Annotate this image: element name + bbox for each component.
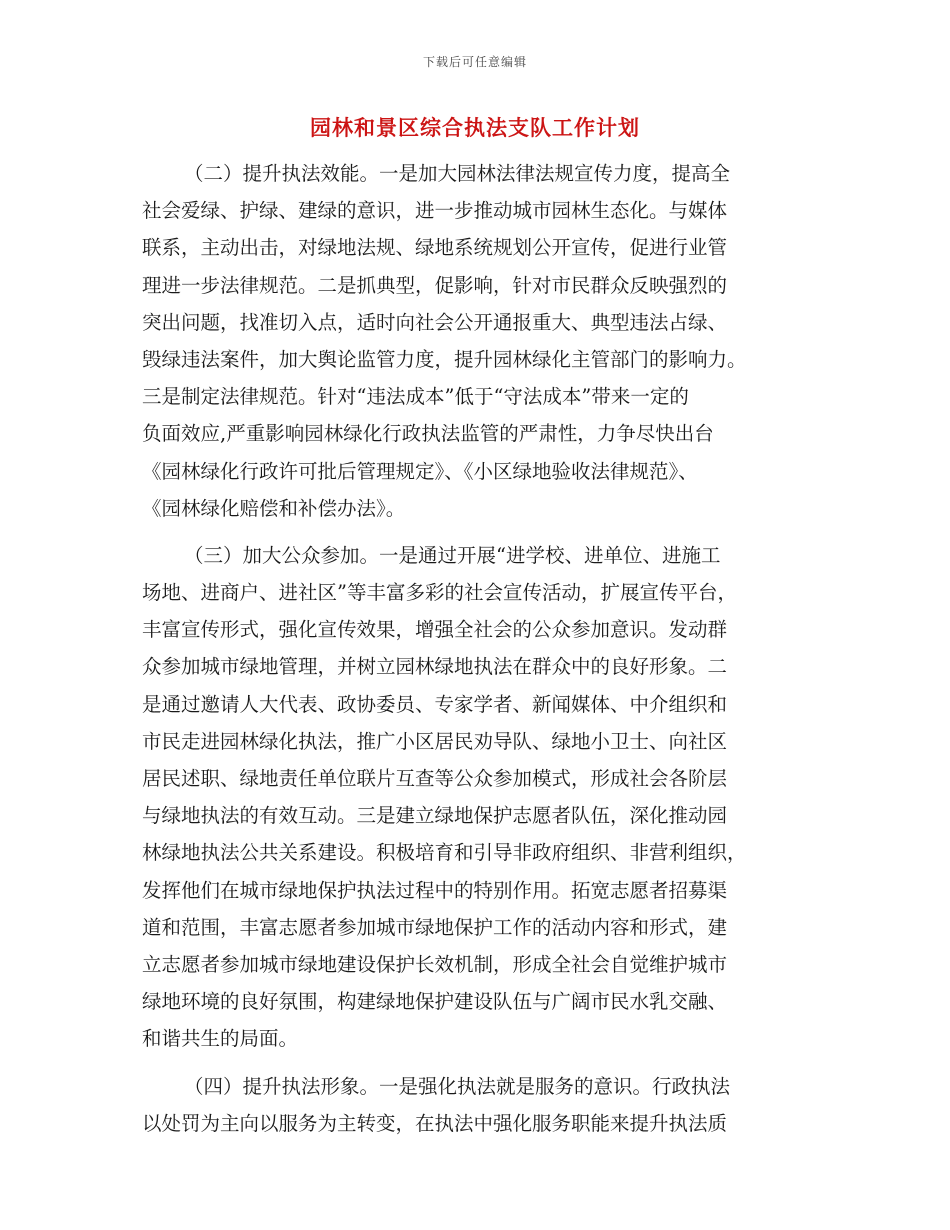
text-line: 理进一步法律规范。二是抓典型，促影响，针对市民群众反映强烈的 (142, 273, 728, 297)
text-line: 突出问题，找准切入点，适时向社会公开通报重大、典型违法占绿、 (142, 310, 728, 334)
text-line: 场地、进商户、进社区”等丰富多彩的社会宣传活动，扩展宣传平台， (142, 581, 737, 605)
text-line: 立志愿者参加城市绿地建设保护长效机制，形成全社会自觉维护城市 (142, 952, 728, 976)
paragraph-execution-efficiency (142, 155, 810, 527)
text-line: 《园林绿化行政许可批后管理规定》、《小区绿地验收法律规范》、 (142, 459, 698, 483)
text-line: 负面效应,严重影响园林绿化行政执法监管的严肃性，力争尽快出台 (142, 422, 714, 446)
paragraph-public-participation (142, 537, 810, 1058)
text-line: 和谐共生的局面。 (142, 1027, 299, 1051)
text-line: 道和范围，丰富志愿者参加城市绿地保护工作的活动内容和形式，建 (142, 915, 728, 939)
text-line: 三是制定法律规范。针对“违法成本”低于“守法成本”带来一定的 (142, 385, 689, 409)
text-line: 社会爱绿、护绿、建绿的意识，进一步推动城市园林生态化。与媒体 (142, 199, 728, 223)
text-line: 毁绿违法案件，加大舆论监管力度，提升园林绿化主管部门的影响力。 (142, 347, 747, 371)
text-line: （二）提升执法效能。一是加大园林法律法规宣传力度，提高全 (184, 162, 731, 185)
text-line: 发挥他们在城市绿地保护执法过程中的特别作用。拓宽志愿者招募渠 (142, 878, 728, 902)
text-line: 众参加城市绿地管理，并树立园林绿地执法在群众中的良好形象。二 (142, 655, 728, 679)
text-line: （四）提升执法形象。一是强化执法就是服务的意识。行政执法 (184, 1074, 731, 1098)
page-header: 下载后可任意编辑 (422, 55, 527, 69)
text-line: 与绿地执法的有效互动。三是建立绿地保护志愿者队伍，深化推动园 (142, 804, 728, 828)
text-line: 以处罚为主向以服务为主转变，在执法中强化服务职能来提升执法质 (142, 1111, 728, 1135)
text-line: 绿地环境的良好氛围，构建绿地保护建设队伍与广阔市民水乳交融、 (142, 990, 728, 1014)
document-title: 园林和景区综合执法支队工作计划 (310, 116, 640, 140)
text-line: 市民走进园林绿化执法，推广小区居民劝导队、绿地小卫士、向社区 (142, 729, 728, 753)
document-body (142, 155, 810, 1142)
text-line: 丰富宣传形式，强化宣传效果，增强全社会的公众参加意识。发动群 (142, 618, 728, 642)
text-line: 《园林绿化赔偿和补偿办法》。 (142, 496, 406, 520)
text-line: 居民述职、绿地责任单位联片互查等公众参加模式，形成社会各阶层 (142, 767, 728, 790)
text-line: 是通过邀请人大代表、政协委员、专家学者、新闻媒体、中介组织和 (142, 692, 728, 716)
paragraph-enforcement-image (142, 1068, 810, 1142)
text-line: （三）加大公众参加。一是通过开展“进学校、进单位、进施工 (184, 543, 721, 567)
text-line: 林绿地执法公共关系建设。积极培育和引导非政府组织、非营利组织， (142, 841, 747, 865)
text-line: 联系，主动出击，对绿地法规、绿地系统规划公开宣传，促进行业管 (142, 236, 728, 260)
